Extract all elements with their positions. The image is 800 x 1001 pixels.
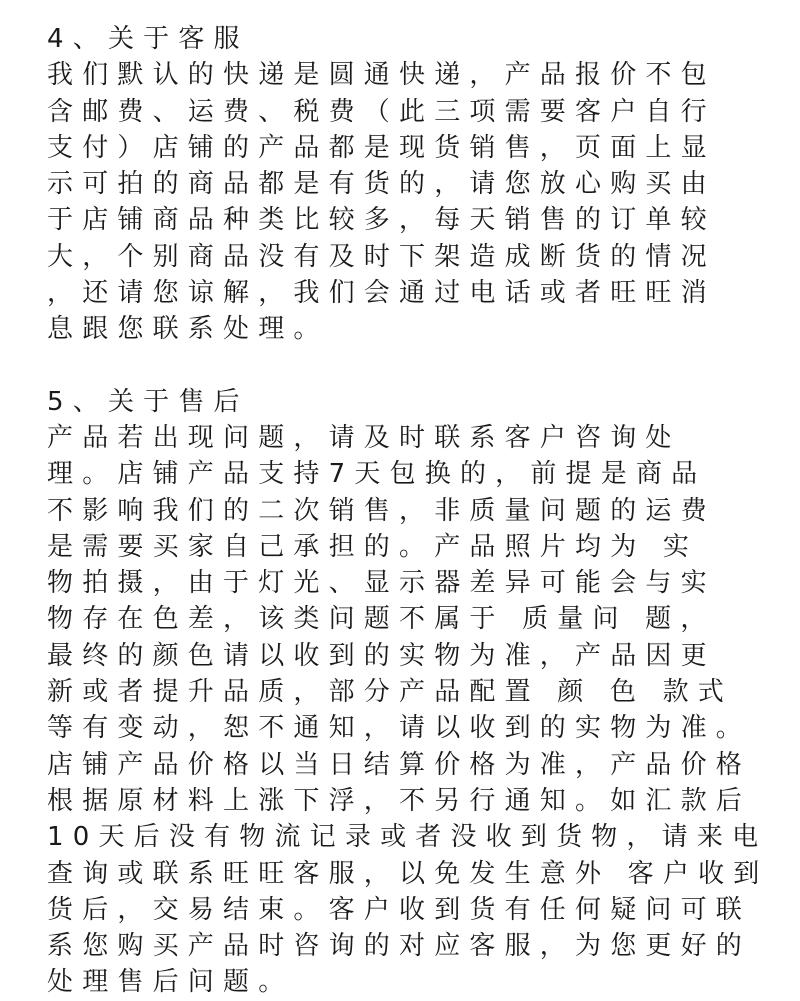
text-line: 支付）店铺的产品都是现货销售，页面上显 — [47, 132, 716, 163]
text-line: 处理售后问题。 — [47, 967, 294, 998]
text-line: 物拍摄，由于灯光、显示器差异可能会与实 — [47, 568, 716, 599]
section-customer-service — [47, 21, 787, 348]
text-line: 大，个别商品没有及时下架造成断货的情况 — [47, 241, 716, 272]
text-line: 产品若出现问题，请及时联系客户咨询处 — [47, 422, 681, 453]
text-line: 理。店铺产品支持7天包换的，前提是商品 — [47, 459, 707, 490]
text-line: 是需要买家自己承担的。产品照片均为 实 — [47, 531, 699, 562]
text-line: 不影响我们的二次销售，非质量问题的运费 — [47, 495, 716, 526]
text-line: 系您购买产品时咨询的对应客服，为您更好的 — [47, 931, 752, 962]
text-line: ，还请您谅解，我们会通过电话或者旺旺消 — [47, 278, 716, 309]
section-heading: 4、关于客服 — [47, 24, 249, 54]
section-heading: 5、关于售后 — [47, 386, 249, 417]
text-line: 我们默认的快递是圆通快递，产品报价不包 — [47, 60, 716, 91]
text-line: 10天后没有物流记录或者没收到货物，请来电 — [47, 822, 768, 853]
text-line: 物存在色差，该类问题不属于 质量问 题， — [47, 604, 716, 635]
text-line: 店铺产品价格以当日结算价格为准，产品价格 — [47, 749, 752, 780]
text-line: 等有变动，恕不通知，请以收到的实物为准。 — [47, 713, 752, 744]
text-line: 息跟您联系处理。 — [47, 314, 329, 345]
text-line: 于店铺商品种类比较多，每天销售的订单较 — [47, 205, 716, 236]
text-line: 示可拍的商品都是有货的，请您放心购买由 — [47, 169, 716, 200]
text-line: 查询或联系旺旺客服，以免发生意外 客户收到 — [47, 858, 769, 889]
text-line: 新或者提升品质，部分产品配置 颜 色 款式 — [47, 677, 733, 708]
text-line: 含邮费、运费、税费（此三项需要客户自行 — [47, 96, 716, 127]
text-line: 最终的颜色请以收到的实物为准，产品因更 — [47, 640, 716, 671]
text-line: 货后，交易结束。客户收到货有任何疑问可联 — [47, 894, 752, 925]
document-body — [47, 21, 787, 1001]
text-line: 根据原材料上涨下浮，不另行通知。如汇款后 — [47, 785, 752, 816]
section-after-sales — [47, 384, 787, 1001]
